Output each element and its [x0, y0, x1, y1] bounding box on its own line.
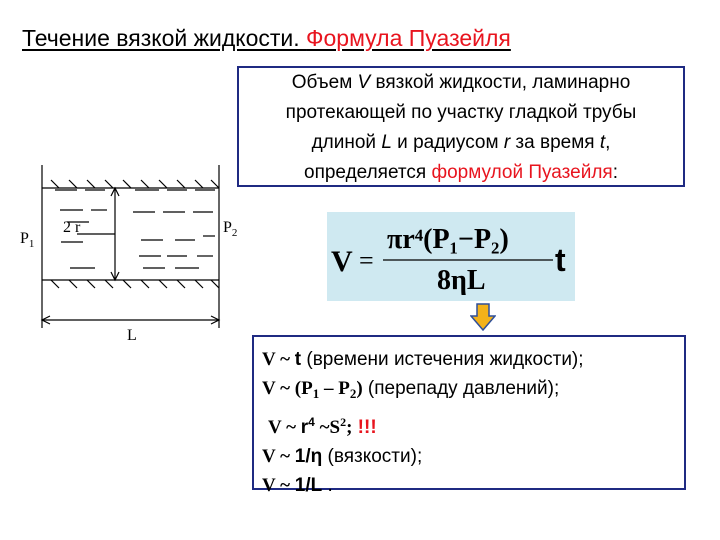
prop-radius: V ~ $r^4$ $\sim S^2$; !!!: [268, 415, 377, 438]
p1-label: $P_1$: [20, 230, 35, 250]
arrow-down-icon: [470, 303, 496, 331]
prop-pressure: V ~ $(P_1 - P_2)$ (перепаду давлений);: [262, 378, 560, 401]
length-label: L: [127, 327, 137, 344]
prop-length: V ~ 1/L .: [262, 475, 333, 496]
slide-title: [22, 25, 511, 52]
formula-numerator: πr⁴(P₁−P₂): [387, 224, 509, 255]
prop-time: V ~ t (времени истечения жидкости);: [262, 349, 584, 370]
formula-denominator: 8ηL: [437, 265, 486, 296]
description-line-3: длиной L и радиусом r за время t,: [311, 132, 611, 153]
proportionality-box: [252, 335, 686, 496]
prop-viscosity: V ~ 1/η (вязкости);: [262, 446, 423, 467]
title-main: Течение вязкой жидкости.: [22, 25, 307, 51]
p2-label: $P_2$: [223, 219, 238, 239]
description-line-4: определяется формулой Пуазейля:: [304, 162, 618, 183]
formula-lhs: V: [331, 245, 353, 278]
poiseuille-formula: [327, 212, 575, 301]
title-highlight: Формула Пуазейля: [306, 25, 511, 51]
description-line-2: протекающей по участку гладкой трубы: [285, 102, 637, 123]
formula-equals: =: [359, 246, 374, 275]
pipe-diagram: [15, 160, 255, 350]
description-box: [237, 66, 685, 187]
radius-label: 2 r: [63, 219, 81, 236]
description-line-1: Объем V вязкой жидкости, ламинарно: [291, 72, 631, 93]
formula-time: t: [555, 242, 566, 278]
